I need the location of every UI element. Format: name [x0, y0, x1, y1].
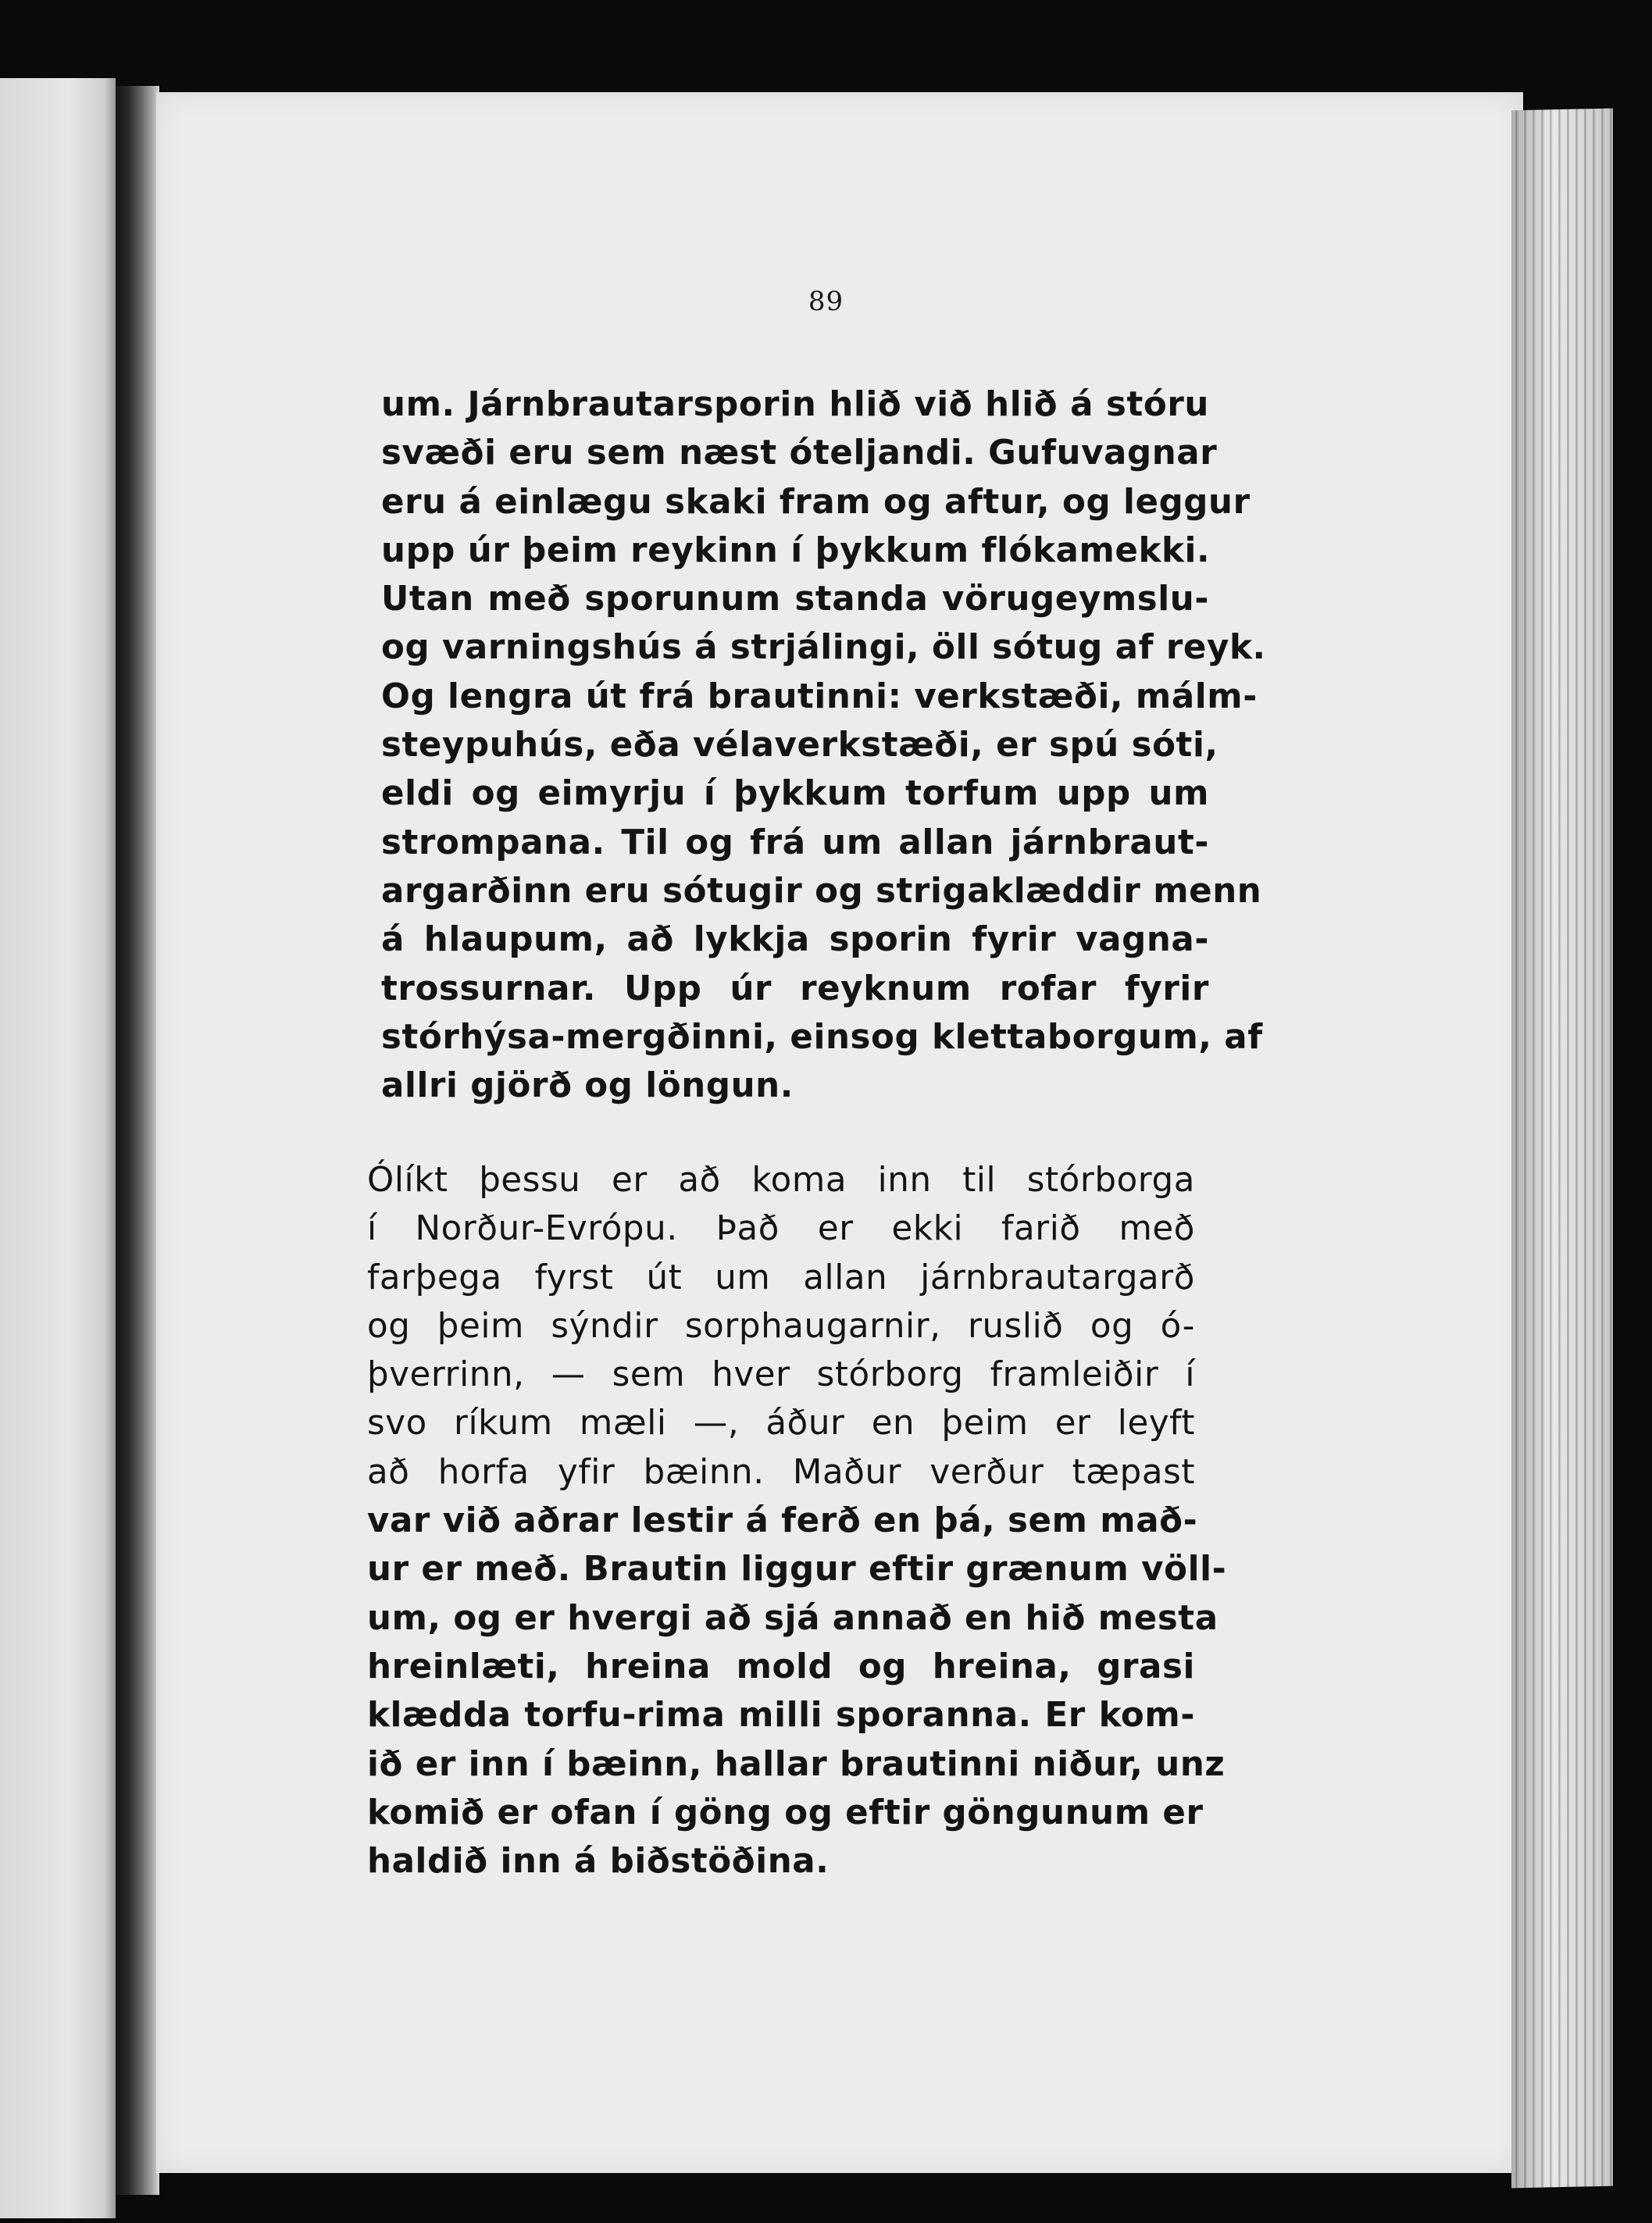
text-line: svo ríkum mæli —, áður en þeim er leyft: [367, 1404, 1195, 1443]
text-line: stórhýsa-mergðinni, einsog klettaborgum, af: [381, 1017, 1263, 1057]
text-line: komið er ofan í göng og eftir göngunum er: [367, 1793, 1204, 1832]
text-line: á hlaupum, að lykkja sporin fyrir vagna-: [381, 920, 1209, 960]
page-stack-shadow: [1511, 109, 1613, 2189]
text-line: hreinlæti, hreina mold og hreina, grasi: [367, 1647, 1195, 1686]
text-line: trossurnar. Upp úr reyknum rofar fyrir: [381, 969, 1209, 1008]
text-line: haldið inn á biðstöðina.: [367, 1842, 830, 1882]
text-line: svæði eru sem næst óteljandi. Gufuvagnar: [381, 434, 1218, 473]
text-line: farþega fyrst út um allan járnbrautargarð: [367, 1258, 1195, 1297]
binding-gutter: [116, 86, 159, 2195]
text-line: eldi og eimyrju í þykkum torfum upp um: [381, 774, 1209, 814]
text-line: Og lengra út frá brautinni: verkstæði, málm-: [381, 676, 1258, 716]
text-line: um. Járnbrautarsporin hlið við hlið á stóru: [381, 385, 1209, 424]
text-line: þverrinn, — sem hver stórborg framleiðir í: [367, 1355, 1195, 1395]
text-line: argarðinn eru sótugir og strigaklæddir menn: [381, 871, 1262, 911]
previous-page-edge: [0, 78, 116, 2218]
text-line: strompana. Til og frá um allan járnbraut-: [381, 822, 1209, 862]
paragraph-1: [381, 380, 1266, 1110]
text-line: að horfa yfir bæinn. Maður verður tæpast: [367, 1452, 1195, 1492]
text-line: var við aðrar lestir á ferð en þá, sem mað-: [367, 1501, 1198, 1541]
text-line: steypuhús, eða vélaverkstæði, er spú sóti,: [381, 726, 1218, 765]
text-line: allri gjörð og löngun.: [381, 1066, 794, 1106]
text-line: ur er með. Brautin liggur eftir grænum völl-: [367, 1550, 1227, 1590]
text-line: og þeim sýndir sorphaugarnir, ruslið og ó-: [367, 1306, 1195, 1346]
text-line: í Norður-Evrópu. Það er ekki farið með: [367, 1209, 1195, 1249]
text-line: og varningshús á strjálingi, öll sótug af reyk.: [381, 628, 1266, 668]
text-line: Ólíkt þessu er að koma inn til stórborga: [367, 1161, 1195, 1200]
text-line: Utan með sporunum standa vörugeymslu-: [381, 580, 1209, 619]
text-line: klædda torfu-rima milli sporanna. Er kom-: [367, 1696, 1195, 1736]
paragraph-2: [367, 1156, 1227, 1886]
text-line: upp úr þeim reykinn í þykkum flókamekki.: [381, 530, 1211, 570]
text-line: um, og er hvergi að sjá annað en hið mesta: [367, 1598, 1218, 1638]
text-line: eru á einlægu skaki fram og aftur, og leggur: [381, 482, 1251, 522]
text-line: ið er inn í bæinn, hallar brautinni niður, unz: [367, 1744, 1226, 1784]
page-number: 89: [808, 286, 844, 317]
